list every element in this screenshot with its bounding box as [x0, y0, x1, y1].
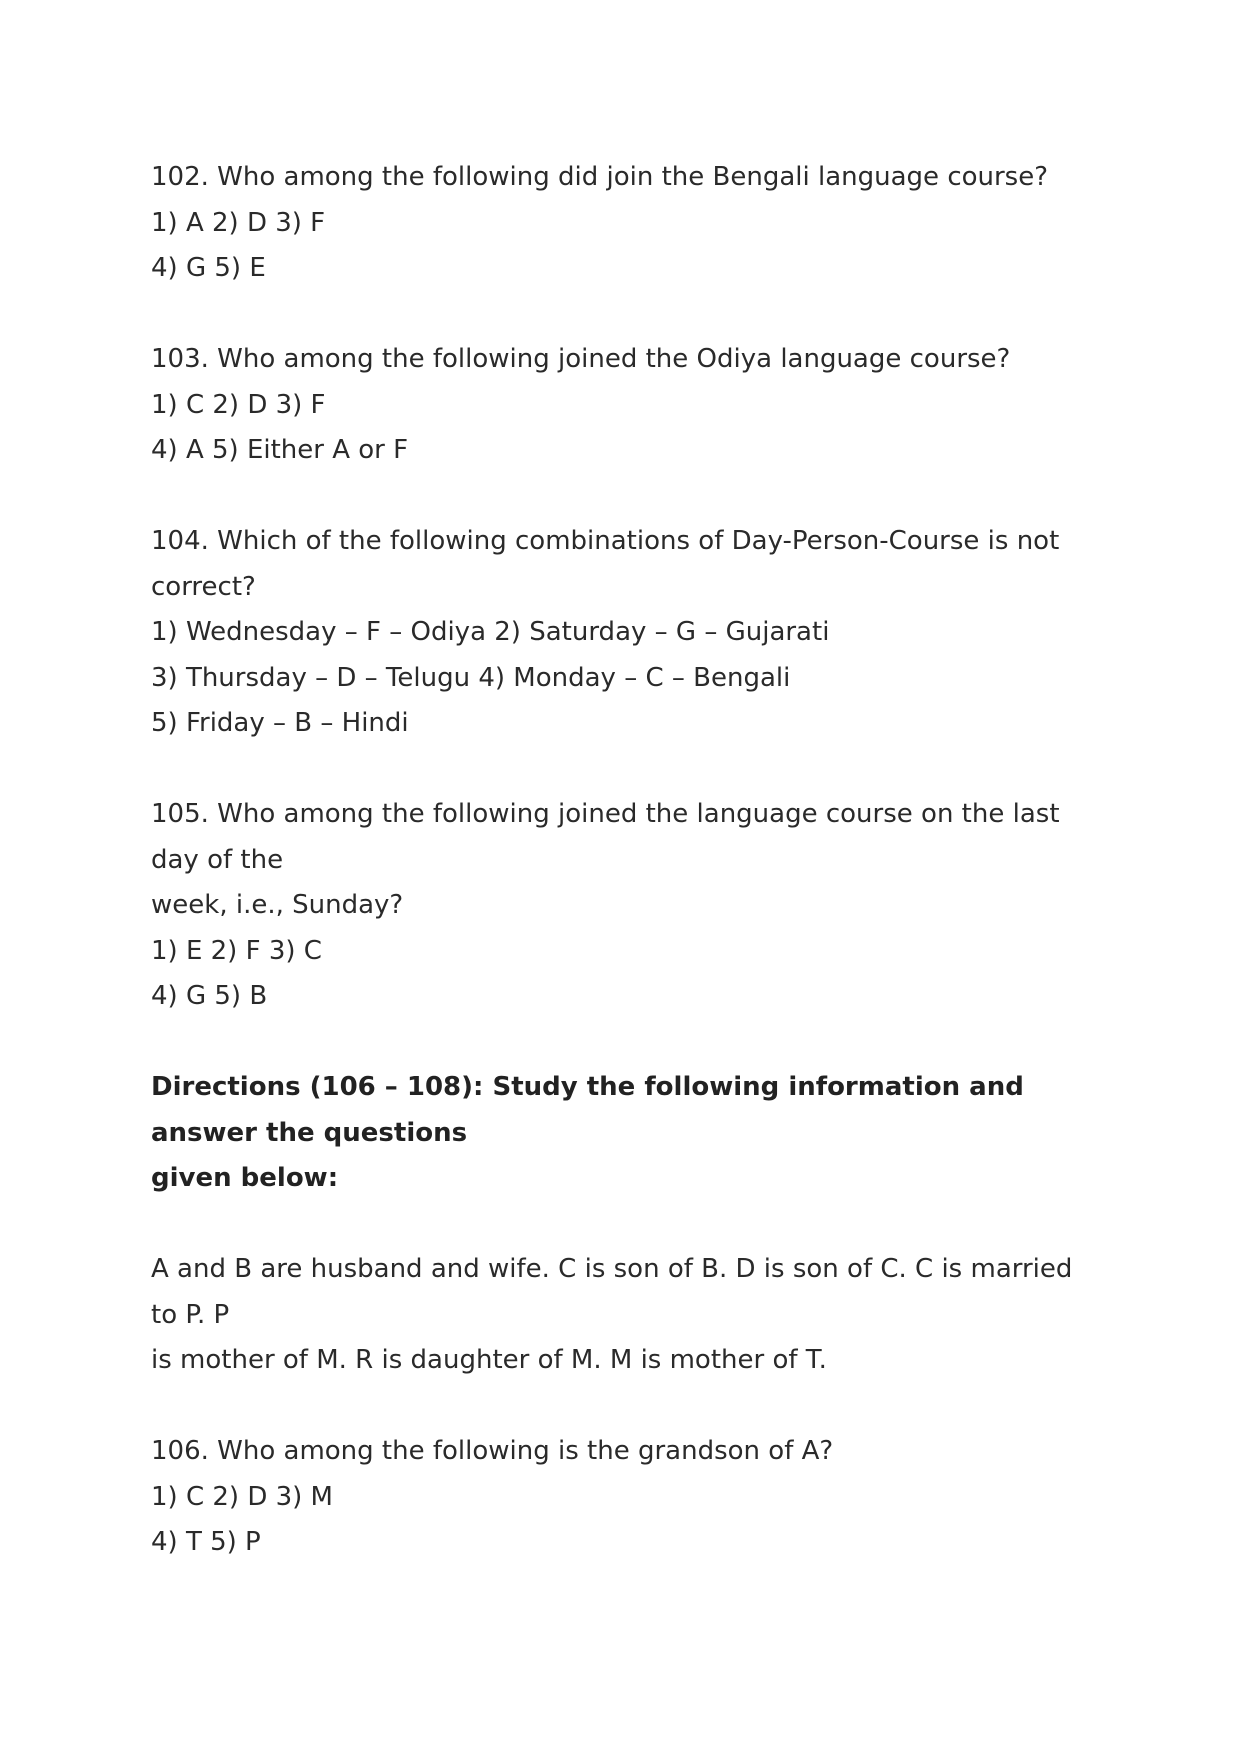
question-text: 104. Which of the following combinations of Day-Person-Course is not — [151, 526, 1060, 556]
question-105 — [151, 792, 1111, 1020]
answer-options: 3) Thursday – D – Telugu 4) Monday – C – Bengali — [151, 662, 791, 693]
answer-options: 1) E 2) F 3) C — [151, 935, 322, 966]
answer-options: 1) C 2) D 3) F — [151, 389, 326, 420]
answer-options: 4) G 5) E — [151, 253, 266, 283]
passage-line: to P. P — [151, 1299, 230, 1330]
question-text: 103. Who among the following joined the Odiya language course? — [151, 344, 1011, 374]
question-text: correct? — [151, 571, 256, 602]
answer-options: 1) A 2) D 3) F — [151, 207, 326, 238]
directions-line: Directions (106 – 108): Study the following information and — [151, 1072, 1024, 1102]
answer-options: 1) C 2) D 3) M — [151, 1481, 333, 1512]
directions-line: answer the questions — [151, 1117, 468, 1148]
directions-line: given below: — [151, 1163, 339, 1193]
answer-options: 4) T 5) P — [151, 1527, 261, 1557]
question-102 — [151, 155, 1111, 292]
document-page — [151, 155, 1111, 1611]
question-103 — [151, 337, 1111, 474]
question-104 — [151, 519, 1111, 747]
question-text: 106. Who among the following is the grandson of A? — [151, 1436, 834, 1466]
question-text: 102. Who among the following did join the Bengali language course? — [151, 162, 1049, 192]
answer-options: 4) A 5) Either A or F — [151, 435, 409, 465]
passage-line: is mother of M. R is daughter of M. M is mother of T. — [151, 1345, 827, 1375]
question-text: 105. Who among the following joined the language course on the last — [151, 799, 1060, 829]
answer-options: 4) G 5) B — [151, 981, 268, 1011]
answer-options: 5) Friday – B – Hindi — [151, 708, 409, 738]
passage-line: A and B are husband and wife. C is son of B. D is son of C. C is married — [151, 1254, 1073, 1284]
answer-options: 1) Wednesday – F – Odiya 2) Saturday – G – Gujarati — [151, 617, 830, 647]
family-passage — [151, 1247, 1111, 1384]
question-text: week, i.e., Sunday? — [151, 890, 404, 920]
question-106 — [151, 1429, 1111, 1566]
directions-heading — [151, 1065, 1111, 1202]
question-text: day of the — [151, 844, 284, 875]
